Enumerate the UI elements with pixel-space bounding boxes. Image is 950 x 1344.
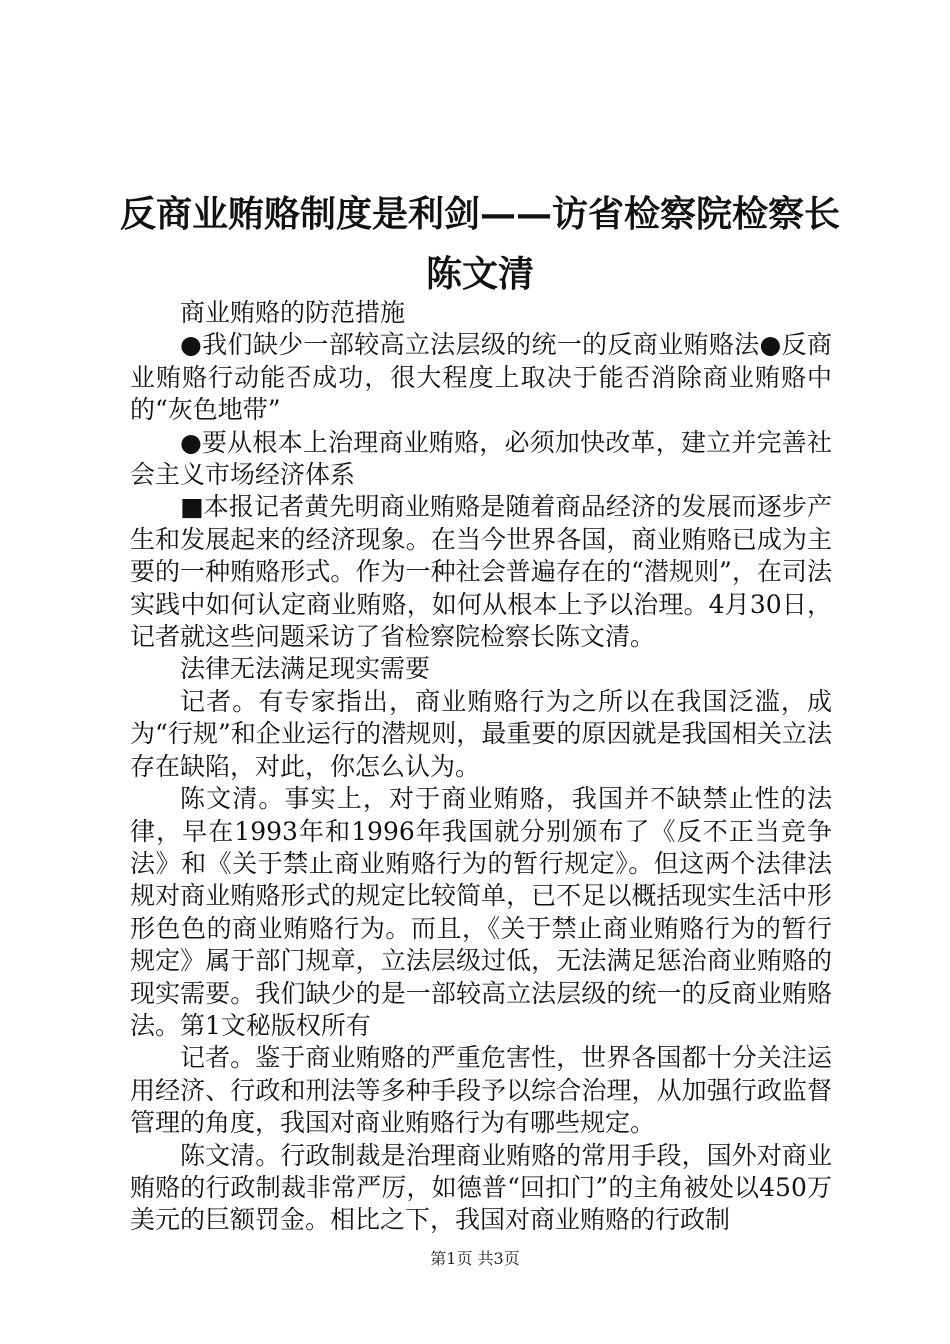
document-body <box>130 297 832 1237</box>
paragraph: 记者。有专家指出，商业贿赂行为之所以在我国泛滥，成为“行规”和企业运行的潜规则，最重要的原因就是我国相关立法存在缺陷，对此，你怎么认为。 <box>130 686 832 781</box>
paragraph: 商业贿赂的防范措施 <box>180 298 406 327</box>
page-footer: 第1页 共3页 <box>430 1249 520 1268</box>
paragraph: ●要从根本上治理商业贿赂，必须加快改革，建立并完善社会主义市场经济体系 <box>130 427 832 490</box>
paragraph: ■本报记者黄先明商业贿赂是随着商品经济的发展而逐步产生和发展起来的经济现象。在当今世界各国，商业贿赂已成为主要的一种贿赂形式。作为一种社会普遍存在的“潜规则”，在司法实践中如何认定商业贿赂，如何从根本上予以治理。4月30日，记者就这些问题采访了省检察院检察长陈文清。 <box>130 492 832 652</box>
paragraph: 法律无法满足现实需要 <box>180 654 431 684</box>
document-title <box>120 184 840 304</box>
paragraph: 陈文清。行政制裁是治理商业贿赂的常用手段，国外对商业贿赂的行政制裁非常严厉，如德普“回扣门”的主角被处以450万美元的巨额罚金。相比之下，我国对商业贿赂的行政制 <box>130 1140 832 1235</box>
title-line-2: 陈文清 <box>425 253 534 295</box>
paragraph: 陈文清。事实上，对于商业贿赂，我国并不缺禁止性的法律，早在1993年和1996年我国就分别颁布了《反不正当竞争法》和《关于禁止商业贿赂行为的暂行规定》。但这两个法律法规对商业贿赂形式的规定比较简单，已不足以概括现实生活中形形色色的商业贿赂行为。而且，《关于禁止商业贿赂行为的暂行规定》属于部门规章，立法层级过低，无法满足惩治商业贿赂的现实需要。我们缺少的是一部较高立法层级的统一的反商业贿赂法。第1文秘版权所有 <box>130 784 832 1040</box>
paragraph: 记者。鉴于商业贿赂的严重危害性，世界各国都十分关注运用经济、行政和刑法等多种手段予以综合治理，从加强行政监督管理的角度，我国对商业贿赂行为有哪些规定。 <box>130 1043 832 1138</box>
title-line-1: 反商业贿赂制度是利剑——访省检察院检察长 <box>120 193 841 235</box>
paragraph: ●我们缺少一部较高立法层级的统一的反商业贿赂法●反商业贿赂行动能否成功，很大程度上取决于能否消除商业贿赂中的“灰色地带” <box>130 330 832 425</box>
